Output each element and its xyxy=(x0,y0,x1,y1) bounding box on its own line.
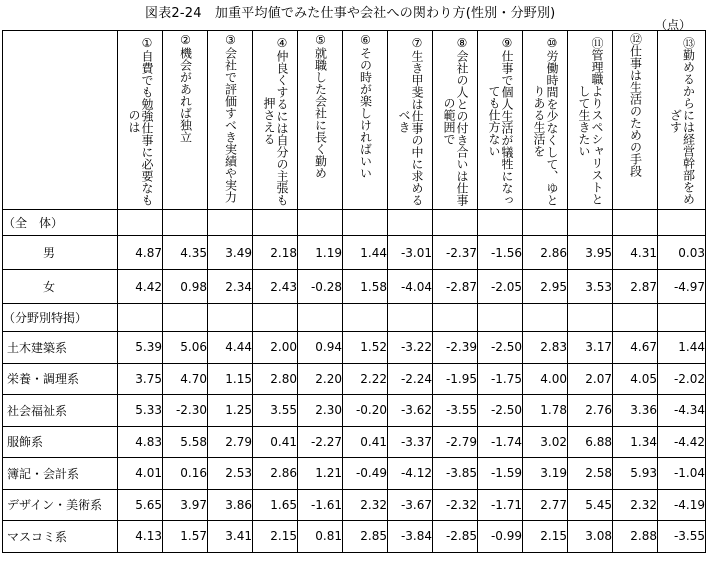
value-cell: -4.42 xyxy=(658,426,706,458)
value-cell: -2.50 xyxy=(478,395,523,427)
value-cell: -1.71 xyxy=(478,489,523,521)
row-label: 簿記・会計系 xyxy=(3,458,118,490)
value-cell: 1.65 xyxy=(253,489,298,521)
value-cell: -0.99 xyxy=(478,521,523,553)
empty-cell xyxy=(523,304,568,332)
unit-label: （点） xyxy=(654,18,691,32)
value-cell: -2.30 xyxy=(163,395,208,427)
value-cell: -3.55 xyxy=(658,521,706,553)
value-cell: 2.86 xyxy=(523,236,568,270)
value-cell: 3.95 xyxy=(568,236,613,270)
value-cell: 2.18 xyxy=(253,236,298,270)
value-cell: 2.15 xyxy=(253,521,298,553)
value-cell: -3.67 xyxy=(388,489,433,521)
empty-cell xyxy=(433,304,478,332)
empty-cell xyxy=(523,210,568,236)
value-cell: 0.41 xyxy=(343,426,388,458)
value-cell: 3.97 xyxy=(163,489,208,521)
value-cell: 5.58 xyxy=(163,426,208,458)
value-cell: 4.87 xyxy=(118,236,163,270)
value-cell: 3.19 xyxy=(523,458,568,490)
empty-cell xyxy=(118,304,163,332)
empty-cell xyxy=(163,210,208,236)
value-cell: 2.32 xyxy=(343,489,388,521)
value-cell: 2.76 xyxy=(568,395,613,427)
page-title: 図表2-24 加重平均値でみた仕事や会社への関わり方(性別・分野別) xyxy=(145,6,556,21)
value-cell: -1.56 xyxy=(478,236,523,270)
value-cell: 4.70 xyxy=(163,363,208,395)
value-cell: 4.67 xyxy=(613,332,658,364)
value-cell: 3.49 xyxy=(208,236,253,270)
value-cell: 0.16 xyxy=(163,458,208,490)
value-cell: 2.83 xyxy=(523,332,568,364)
value-cell: 5.45 xyxy=(568,489,613,521)
table-row xyxy=(3,332,706,364)
value-cell: 4.01 xyxy=(118,458,163,490)
empty-cell xyxy=(658,304,706,332)
value-cell: -0.28 xyxy=(298,270,343,304)
empty-cell xyxy=(253,210,298,236)
value-cell: -4.12 xyxy=(388,458,433,490)
value-cell: 2.95 xyxy=(523,270,568,304)
value-cell: 4.13 xyxy=(118,521,163,553)
value-cell: 2.00 xyxy=(253,332,298,364)
column-header: ④仲良くするには自分の主張も押さえる xyxy=(253,31,298,210)
data-table xyxy=(2,30,706,553)
value-cell: 1.21 xyxy=(298,458,343,490)
column-header: ⑩労働時間を少なくして、ゆとりある生活を xyxy=(523,31,568,210)
value-cell: -3.85 xyxy=(433,458,478,490)
section-label: （分野別特掲） xyxy=(3,304,118,332)
value-cell: 1.57 xyxy=(163,521,208,553)
row-label: 男 xyxy=(3,236,118,270)
column-header: ⑫仕事は生活のための手段 xyxy=(613,31,658,210)
empty-cell xyxy=(658,210,706,236)
value-cell: 2.32 xyxy=(613,489,658,521)
table-row xyxy=(3,458,706,490)
value-cell: 2.15 xyxy=(523,521,568,553)
table-row xyxy=(3,270,706,304)
value-cell: -4.04 xyxy=(388,270,433,304)
empty-cell xyxy=(433,210,478,236)
empty-cell xyxy=(343,304,388,332)
value-cell: -3.84 xyxy=(388,521,433,553)
value-cell: 2.58 xyxy=(568,458,613,490)
empty-cell xyxy=(343,210,388,236)
row-label: 社会福祉系 xyxy=(3,395,118,427)
empty-cell xyxy=(163,304,208,332)
value-cell: 2.79 xyxy=(208,426,253,458)
section-row xyxy=(3,304,706,332)
value-cell: 3.08 xyxy=(568,521,613,553)
value-cell: 2.30 xyxy=(298,395,343,427)
value-cell: -2.32 xyxy=(433,489,478,521)
value-cell: 1.34 xyxy=(613,426,658,458)
column-header: ⑬勤めるからには経営幹部をめざす xyxy=(658,31,706,210)
value-cell: 3.86 xyxy=(208,489,253,521)
value-cell: 0.03 xyxy=(658,236,706,270)
value-cell: 0.81 xyxy=(298,521,343,553)
value-cell: 0.41 xyxy=(253,426,298,458)
row-label: 土木建築系 xyxy=(3,332,118,364)
column-header: ⑦生き甲斐は仕事の中に求めるべき xyxy=(388,31,433,210)
empty-cell xyxy=(568,304,613,332)
value-cell: 2.77 xyxy=(523,489,568,521)
value-cell: -4.97 xyxy=(658,270,706,304)
column-header: ⑨仕事で個人生活が犠牲になっても仕方ない xyxy=(478,31,523,210)
value-cell: 4.05 xyxy=(613,363,658,395)
value-cell: -1.04 xyxy=(658,458,706,490)
value-cell: 1.19 xyxy=(298,236,343,270)
value-cell: 4.31 xyxy=(613,236,658,270)
value-cell: 4.42 xyxy=(118,270,163,304)
value-cell: 2.85 xyxy=(343,521,388,553)
value-cell: 1.58 xyxy=(343,270,388,304)
empty-cell xyxy=(118,210,163,236)
column-header: ③会社で評価すべき実績や実力 xyxy=(208,31,253,210)
value-cell: -0.49 xyxy=(343,458,388,490)
value-cell: -2.27 xyxy=(298,426,343,458)
table-row xyxy=(3,489,706,521)
header-row xyxy=(3,31,706,210)
row-label: デザイン・美術系 xyxy=(3,489,118,521)
value-cell: 3.53 xyxy=(568,270,613,304)
empty-cell xyxy=(613,210,658,236)
column-header: ⑤就職した会社に長く勤め xyxy=(298,31,343,210)
empty-cell xyxy=(298,304,343,332)
empty-cell xyxy=(613,304,658,332)
value-cell: 3.55 xyxy=(253,395,298,427)
value-cell: -2.37 xyxy=(433,236,478,270)
value-cell: 2.87 xyxy=(613,270,658,304)
value-cell: -1.74 xyxy=(478,426,523,458)
value-cell: -3.01 xyxy=(388,236,433,270)
value-cell: 2.80 xyxy=(253,363,298,395)
value-cell: -1.59 xyxy=(478,458,523,490)
value-cell: 5.93 xyxy=(613,458,658,490)
value-cell: 2.88 xyxy=(613,521,658,553)
column-header: ⑥その時が楽しければいい xyxy=(343,31,388,210)
empty-cell xyxy=(388,210,433,236)
value-cell: -3.22 xyxy=(388,332,433,364)
value-cell: 3.02 xyxy=(523,426,568,458)
row-label: マスコミ系 xyxy=(3,521,118,553)
column-header: ②機会があれば独立 xyxy=(163,31,208,210)
value-cell: -4.34 xyxy=(658,395,706,427)
value-cell: -2.02 xyxy=(658,363,706,395)
value-cell: -2.87 xyxy=(433,270,478,304)
value-cell: 5.39 xyxy=(118,332,163,364)
value-cell: 1.15 xyxy=(208,363,253,395)
value-cell: -3.62 xyxy=(388,395,433,427)
empty-cell xyxy=(253,304,298,332)
value-cell: 4.83 xyxy=(118,426,163,458)
empty-cell xyxy=(568,210,613,236)
value-cell: -2.39 xyxy=(433,332,478,364)
value-cell: 4.00 xyxy=(523,363,568,395)
value-cell: 6.88 xyxy=(568,426,613,458)
value-cell: 4.44 xyxy=(208,332,253,364)
empty-cell xyxy=(478,304,523,332)
column-header: ⑪管理職よりスペシャリストとして生きたい xyxy=(568,31,613,210)
empty-cell xyxy=(478,210,523,236)
value-cell: 3.75 xyxy=(118,363,163,395)
table-row xyxy=(3,363,706,395)
empty-cell xyxy=(208,210,253,236)
value-cell: 3.41 xyxy=(208,521,253,553)
row-label: 女 xyxy=(3,270,118,304)
value-cell: 5.33 xyxy=(118,395,163,427)
value-cell: -4.19 xyxy=(658,489,706,521)
empty-cell xyxy=(208,304,253,332)
value-cell: -0.20 xyxy=(343,395,388,427)
value-cell: 2.07 xyxy=(568,363,613,395)
empty-cell xyxy=(298,210,343,236)
value-cell: 2.86 xyxy=(253,458,298,490)
value-cell: -1.61 xyxy=(298,489,343,521)
value-cell: 1.52 xyxy=(343,332,388,364)
value-cell: 3.36 xyxy=(613,395,658,427)
value-cell: 3.17 xyxy=(568,332,613,364)
column-header: ⑧会社の人との付き合いは仕事の範囲で xyxy=(433,31,478,210)
table-row xyxy=(3,521,706,553)
value-cell: 0.94 xyxy=(298,332,343,364)
empty-cell xyxy=(388,304,433,332)
section-label: （全 体） xyxy=(3,210,118,236)
value-cell: 1.44 xyxy=(658,332,706,364)
table-row xyxy=(3,426,706,458)
table-row xyxy=(3,395,706,427)
section-row xyxy=(3,210,706,236)
value-cell: 5.06 xyxy=(163,332,208,364)
row-label: 栄養・調理系 xyxy=(3,363,118,395)
value-cell: 4.35 xyxy=(163,236,208,270)
value-cell: -2.85 xyxy=(433,521,478,553)
value-cell: -3.55 xyxy=(433,395,478,427)
value-cell: -2.24 xyxy=(388,363,433,395)
value-cell: -2.50 xyxy=(478,332,523,364)
table-row xyxy=(3,236,706,270)
value-cell: 5.65 xyxy=(118,489,163,521)
value-cell: 2.20 xyxy=(298,363,343,395)
value-cell: 2.22 xyxy=(343,363,388,395)
value-cell: 1.25 xyxy=(208,395,253,427)
value-cell: 2.53 xyxy=(208,458,253,490)
value-cell: -2.05 xyxy=(478,270,523,304)
table-body xyxy=(3,210,706,553)
value-cell: 2.34 xyxy=(208,270,253,304)
value-cell: 0.98 xyxy=(163,270,208,304)
value-cell: -1.95 xyxy=(433,363,478,395)
value-cell: -3.37 xyxy=(388,426,433,458)
value-cell: -1.75 xyxy=(478,363,523,395)
row-label: 服飾系 xyxy=(3,426,118,458)
value-cell: -2.79 xyxy=(433,426,478,458)
value-cell: 2.43 xyxy=(253,270,298,304)
value-cell: 1.78 xyxy=(523,395,568,427)
corner-cell xyxy=(3,31,118,210)
value-cell: 1.44 xyxy=(343,236,388,270)
column-header: ①自費でも勉強仕事に必要なものは xyxy=(118,31,163,210)
